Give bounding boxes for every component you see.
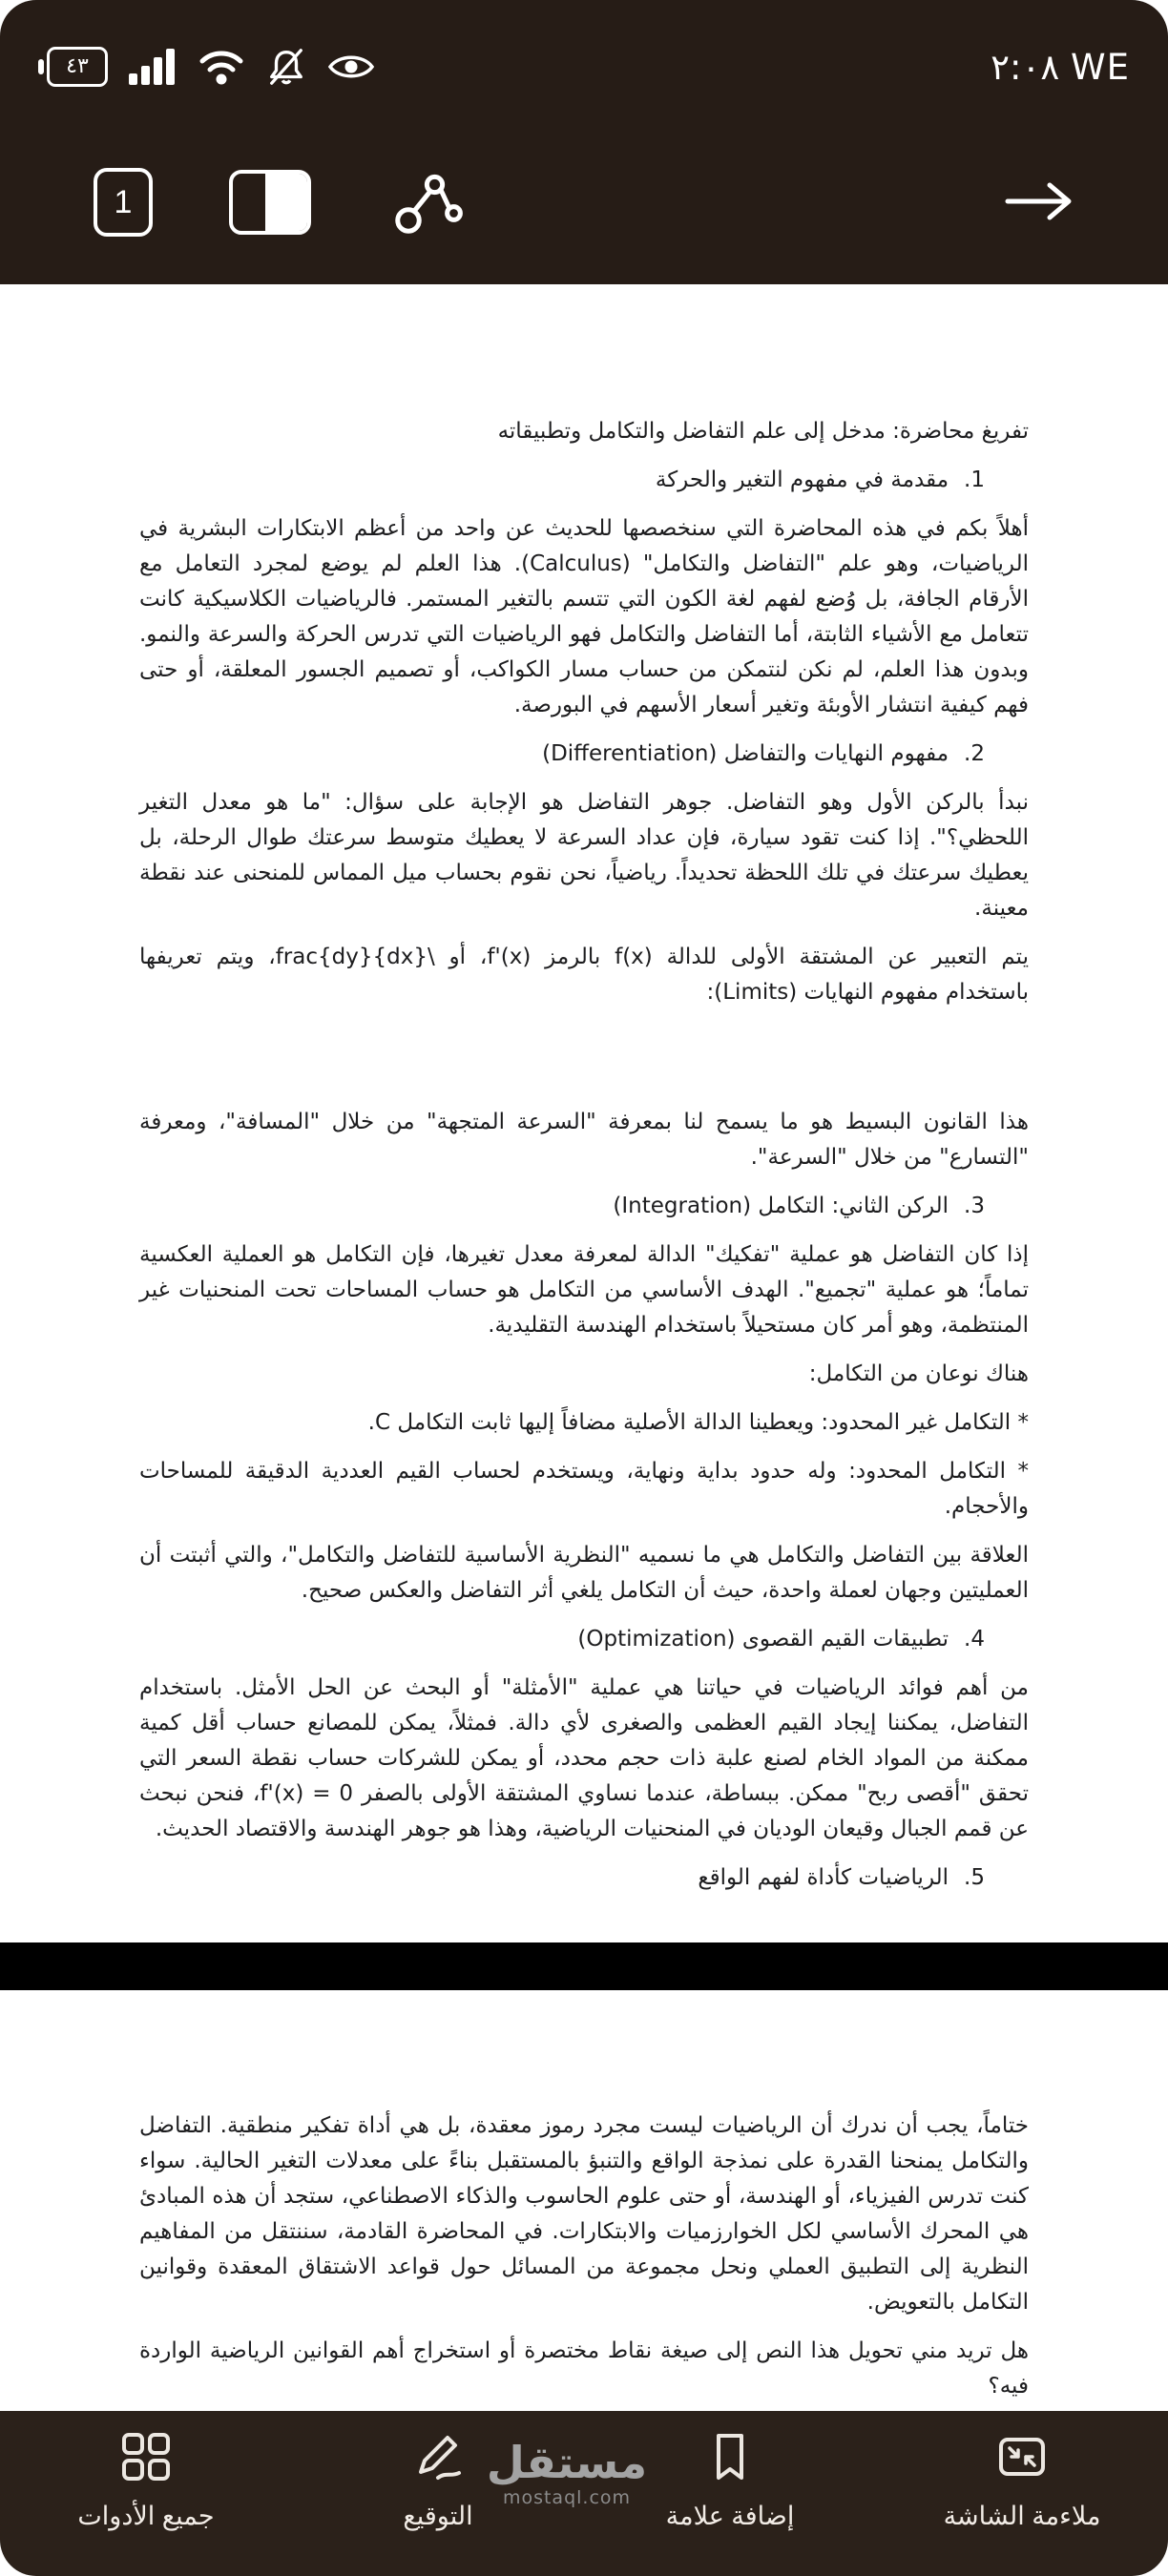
paragraph: إذا كان التفاضل هو عملية "تفكيك" الدالة لمعرفة معدل تغيرها، فإن التكامل هو العملية العكسية تماماً؛ هو عملية "تجميع". الهدف الأساسي من التكامل هو حساب المساحات تحت المنحنيات غير المنتظمة، وهو أمر كان مستحيلاً باستخدام الهندسة التقليدية. (139, 1242, 1029, 1338)
numbered-item (139, 1189, 1029, 1224)
annotation-button[interactable] (389, 163, 466, 242)
paragraph: من أهم فوائد الرياضيات في حياتنا هي عملية "الأمثلة" أو البحث عن الحل الأمثل. باستخدام التفاضل، يمكننا إيجاد القيم العظمى والصغرى لأي دالة. فمثلاً، يمكن للمصانع حساب أقل كمية ممكنة من المواد الخام لصنع علبة ذات حجم محدد، أو يمكن للشركات حساب نقطة السعر التي تحقق "أقصى ربح" ممكن. ببساطة، عندما نساوي المشتقة الأولى بالصفر f'(x) = 0، فنحن نبحث عن قمم الجبال وقيعان الوديان في المنحنيات الرياضية، وهذا هو جوهر الهندسة والاقتصاد الحديث. (139, 1675, 1029, 1841)
item-label: تطبيقات القيم القصوى (Optimization) (577, 1627, 949, 1652)
paragraph: * التكامل المحدود: وله حدود بداية ونهاية، ويستخدم لحساب القيم العددية الدقيقة للمساحات والأحجام. (139, 1459, 1029, 1519)
paragraph: هناك نوعان من التكامل: (808, 1361, 1029, 1386)
paragraph: هذا القانون البسيط هو ما يسمح لنا بمعرفة "السرعة المتجهة" من خلال "المسافة"، ومعرفة "التسارع" من خلال "السرعة". (139, 1110, 1029, 1170)
tool-fit-screen[interactable] (936, 2430, 1108, 2531)
grid-icon (119, 2430, 173, 2486)
tool-all-tools[interactable] (60, 2430, 232, 2531)
notifications-off-icon (266, 46, 306, 88)
signature-icon (411, 2430, 465, 2486)
tool-label: ملاءمة الشاشة (943, 2502, 1101, 2530)
forward-button[interactable] (1003, 179, 1077, 226)
app-header (0, 0, 1168, 284)
wifi-icon (198, 47, 245, 87)
item-label: مقدمة في مفهوم التغير والحركة (655, 467, 949, 492)
bookmark-icon (703, 2430, 757, 2486)
arrow-right-icon (1003, 179, 1077, 226)
tool-label: جميع الأدوات (77, 2502, 215, 2530)
reading-mode-button[interactable] (229, 170, 311, 235)
page-number-indicator[interactable] (94, 168, 153, 237)
numbered-item (139, 1622, 1029, 1657)
document-page-2 (139, 2109, 1029, 2418)
document-title: تفريغ محاضرة: مدخل إلى علم التفاضل والتكامل وتطبيقاته (497, 419, 1029, 444)
paragraph: نبدأ بالركن الأول وهو التفاضل. جوهر التفاضل هو الإجابة على سؤال: "ما هو معدل التغير اللحظي؟". إذا كنت تقود سيارة، فإن عداد السرعة لا يعطيك متوسط سرعتك طوال الرحلة، بل يعطيك سرعتك في تلك اللحظة تحديداً. رياضياً، نحن نقوم بحساب ميل المماس للمنحنى عند نقطة معينة. (139, 790, 1029, 921)
watermark-domain: mostaql.com (502, 2486, 632, 2508)
item-label: الرياضيات كأداة لفهم الواقع (698, 1865, 949, 1890)
numbered-item (139, 1860, 1029, 1896)
paragraph: أهلاً بكم في هذه المحاضرة التي سنخصصها للحديث عن واحد من أعظم الابتكارات البشرية في الرياضيات، وهو علم "التفاضل والتكامل" (Calculus). هذا العلم لم يوضع لمجرد التعامل مع الأرقام الجافة، بل وُضع لفهم لغة الكون التي تتسم بالتغير المستمر. فالرياضيات الكلاسيكية كانت تتعامل مع الأشياء الثابتة، أما التفاضل والتكامل فهو الرياضيات التي تدرس الحركة والسرعة والنمو. وبدون هذا العلم، لم نكن لنتمكن من حساب مسار الكواكب، أو تصميم الجسور المعلقة، أو حتى فهم كيفية انتشار الأوبئة وتغير أسعار الأسهم في البورصة. (139, 516, 1029, 717)
watermark-name: مستقل (486, 2437, 648, 2488)
item-number: 1. (964, 467, 985, 492)
formula-gap (139, 1024, 1029, 1105)
page-number-label: 1 (114, 183, 133, 220)
nodes-icon (389, 163, 466, 242)
page-separator (0, 1942, 1168, 1990)
paragraph: العلاقة بين التفاضل والتكامل هي ما نسميه "النظرية الأساسية للتفاضل والتكامل"، والتي أثبتت أن العمليتين وجهان لعملة واحدة، حيث أن التكامل يلغي أثر التفاضل والعكس صحيح. (139, 1543, 1029, 1603)
paragraph: ختاماً، يجب أن ندرك أن الرياضيات ليست مجرد رموز معقدة، بل هي أداة تفكير منطقية. التفاضل والتكامل يمنحنا القدرة على نمذجة الواقع والتنبؤ بالمستقبل بناءً على معدلات التغير الحالية. سواء كنت تدرس الفيزياء، أو الهندسة، أو حتى علوم الحاسوب والذكاء الاصطناعي، ستجد أن هذه المبادئ هي المحرك الأساسي لكل الخوارزميات والابتكارات. في المحاضرة القادمة، سننتقل من المفاهيم النظرية إلى التطبيق العملي ونحل مجموعة من المسائل حول قواعد الاشتقاق المعقدة وقوانين التكامل بالتعويض. (139, 2113, 1029, 2315)
paragraph: يتم التعبير عن المشتقة الأولى للدالة f(x) بالرمز f'(x)، أو \frac{dy}{dx}، ويتم تعريفها باستخدام مفهوم النهايات (Limits): (139, 945, 1030, 1005)
item-label: مفهوم النهايات والتفاضل (Differentiation) (542, 741, 949, 766)
document-page-1 (139, 414, 1029, 1909)
eye-icon (327, 52, 375, 82)
item-number: 4. (964, 1627, 985, 1652)
fit-screen-icon (995, 2430, 1049, 2486)
signal-icon (129, 49, 177, 85)
battery-percent: ٤٣ (66, 54, 89, 78)
bottom-toolbar (0, 2411, 1168, 2576)
item-number: 3. (964, 1194, 985, 1218)
numbered-item (139, 737, 1029, 772)
tool-add-bookmark[interactable] (644, 2430, 816, 2531)
document-toolbar (94, 162, 1077, 242)
reading-mode-icon (229, 170, 311, 235)
tool-signature[interactable] (352, 2430, 524, 2531)
battery-icon (38, 47, 108, 87)
battery-cap (38, 59, 44, 74)
item-label: الركن الثاني: التكامل (Integration) (613, 1194, 949, 1218)
tool-label: إضافة علامة (665, 2502, 795, 2530)
status-time-carrier: ٢:٠٨ WE (991, 46, 1130, 88)
paragraph: هل تريد مني تحويل هذا النص إلى صيغة نقاط مختصرة أو استخراج أهم القوانين الرياضية الواردة فيه؟ (139, 2338, 1029, 2399)
paragraph: * التكامل غير المحدود: ويعطينا الدالة الأصلية مضافاً إليها ثابت التكامل C. (367, 1410, 1029, 1435)
item-number: 2. (964, 741, 985, 766)
status-bar (38, 38, 1130, 95)
tool-label: التوقيع (403, 2502, 473, 2530)
numbered-item (139, 463, 1029, 498)
item-number: 5. (964, 1865, 985, 1890)
status-icons (38, 46, 375, 88)
